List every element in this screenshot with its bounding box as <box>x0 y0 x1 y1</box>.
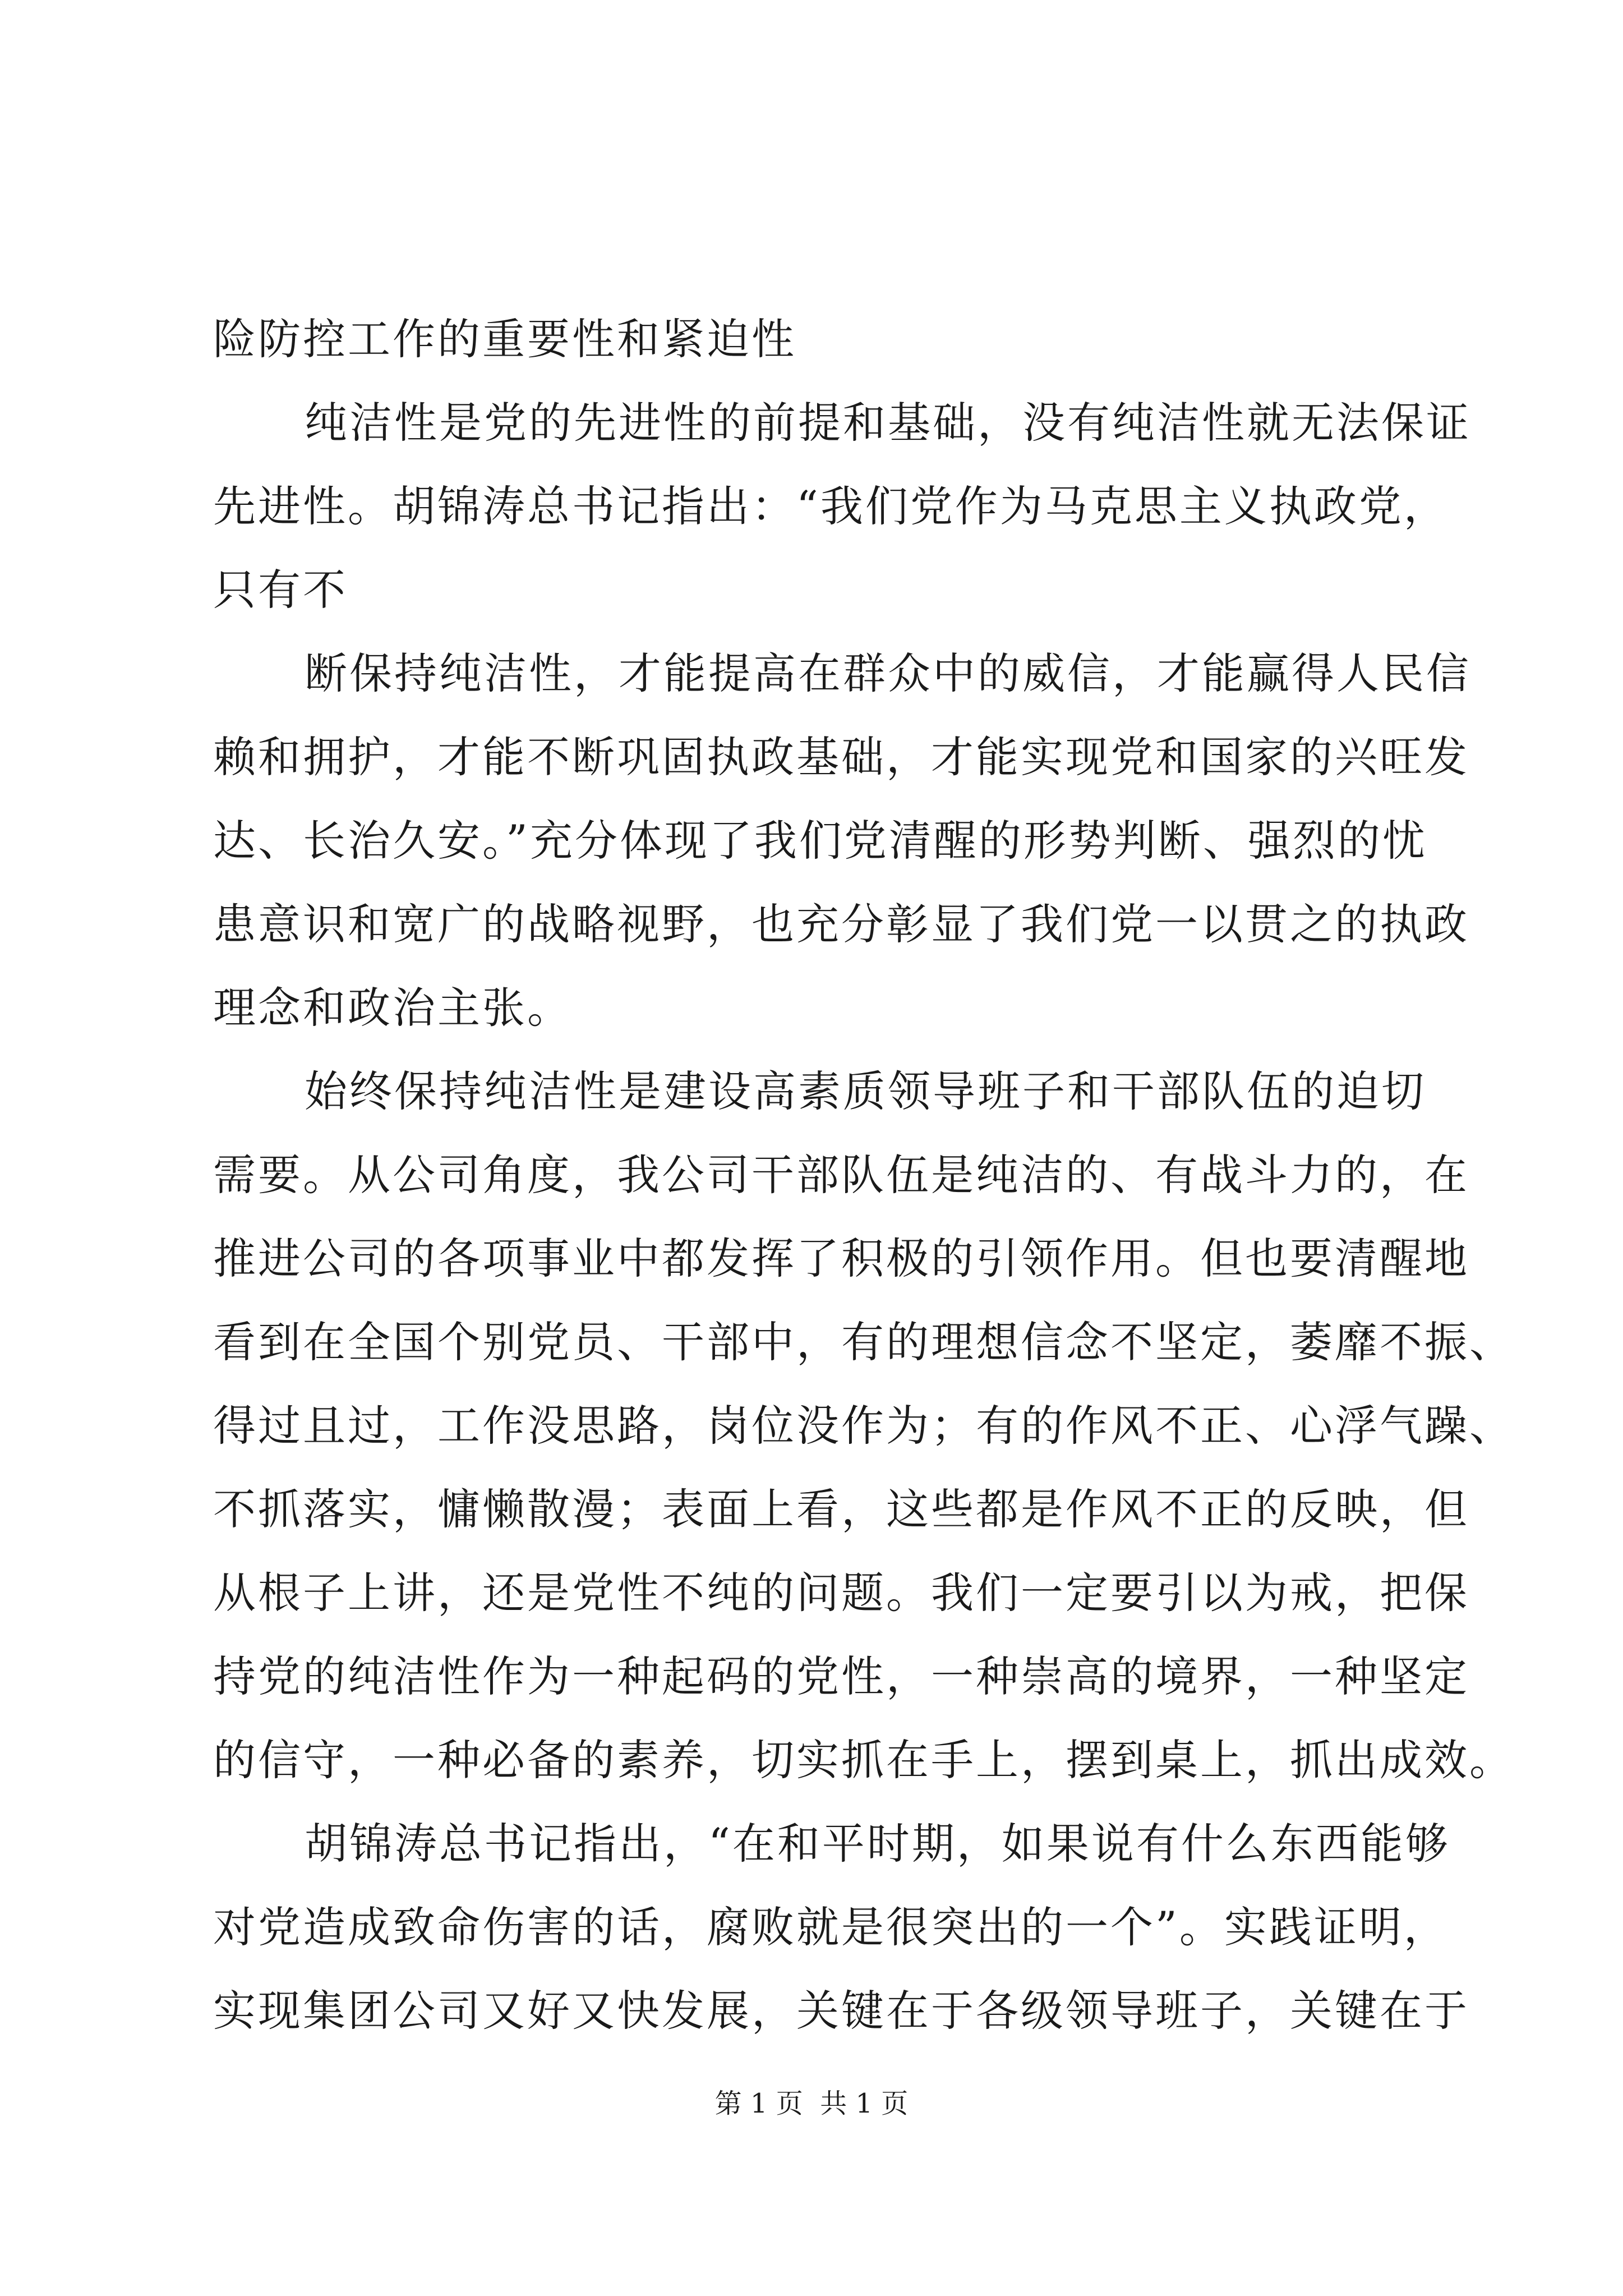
page-number-label: 第 1 页 共 1 页 <box>714 2088 909 2119</box>
text-line: 先进性。胡锦涛总书记指出：“我们党作为马克思主义执政党， <box>213 481 1449 531</box>
text-line: 的信守，一种必备的素养，切实抓在手上，摆到桌上，抓出成效。 <box>213 1735 1514 1785</box>
text-line: 不抓落实，慵懒散漫；表面上看，这些都是作风不正的反映，但 <box>213 1484 1469 1534</box>
page-footer <box>0 2087 1623 2120</box>
text-line: 赖和拥护，才能不断巩固执政基础，才能实现党和国家的兴旺发 <box>213 732 1469 782</box>
text-line: 从根子上讲，还是党性不纯的问题。我们一定要引以为戒，把保 <box>213 1568 1469 1618</box>
text-line: 纯洁性是党的先进性的前提和基础，没有纯洁性就无法保证 <box>305 398 1471 448</box>
text-line: 始终保持纯洁性是建设高素质领导班子和干部队伍的迫切 <box>305 1066 1426 1116</box>
text-line: 理念和政治主张。 <box>213 983 572 1033</box>
text-line: 对党造成致命伤害的话，腐败就是很突出的一个”。实践证明， <box>213 1902 1449 1952</box>
text-line: 得过且过，工作没思路，岗位没作为；有的作风不正、心浮气躁、 <box>213 1401 1514 1451</box>
text-line: 看到在全国个别党员、干部中，有的理想信念不坚定，萎靡不振、 <box>213 1317 1514 1367</box>
text-line: 险防控工作的重要性和紧迫性 <box>213 314 796 364</box>
document-body <box>213 297 1514 2053</box>
text-line: 胡锦涛总书记指出，“在和平时期，如果说有什么东西能够 <box>305 1819 1450 1869</box>
text-line: 推进公司的各项事业中都发挥了积极的引领作用。但也要清醒地 <box>213 1234 1469 1283</box>
text-line: 只有不 <box>213 565 348 615</box>
text-line: 达、长治久安。”充分体现了我们党清醒的形势判断、强烈的忧 <box>213 816 1427 866</box>
text-line: 持党的纯洁性作为一种起码的党性，一种崇高的境界，一种坚定 <box>213 1651 1469 1701</box>
text-line: 需要。从公司角度，我公司干部队伍是纯洁的、有战斗力的，在 <box>213 1150 1469 1200</box>
text-line: 断保持纯洁性，才能提高在群众中的威信，才能赢得人民信 <box>305 648 1471 698</box>
text-line: 实现集团公司又好又快发展，关键在于各级领导班子，关键在于 <box>213 1986 1469 2036</box>
text-line: 患意识和宽广的战略视野，也充分彰显了我们党一以贯之的执政 <box>213 899 1469 949</box>
